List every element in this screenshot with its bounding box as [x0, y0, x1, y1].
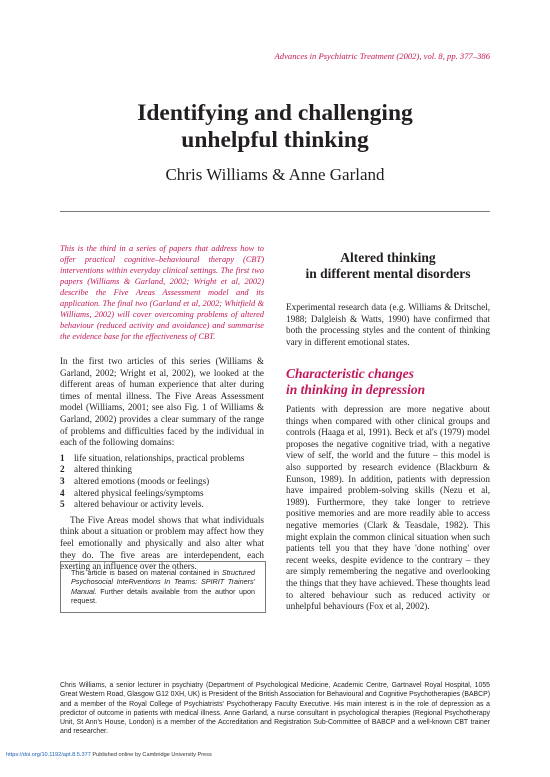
list-item: 2 altered thinking	[60, 464, 132, 475]
article-authors: Chris Williams & Anne Garland	[165, 165, 385, 184]
body-paragraph-1: In the first two articles of this series (Williams & Garland, 2002; Wright et al, 2002), we looked at the different areas of human experience that alter during times of mental illness. The Five Areas Assessment model (Williams, 2001; see also Fig. 1 of Williams & Garland, 2002) provides a clear summary of the range of problems and difficulties faced by the individual in each of the following domains:	[60, 356, 264, 448]
doi-line: https://doi.org/10.1192/apt.8.5.377 Published online by Cambridge University Press	[6, 752, 212, 758]
body-paragraph-2: The Five Areas model shows that what individuals think about a situation or problem may affect how they feel emotionally and physically and also alter what they do. The five areas are interdependent, each exerting an influence over the others.	[60, 514, 264, 572]
list-item: 1 life situation, relationships, practical problems	[60, 452, 245, 463]
title-line-1: Identifying and challenging	[137, 100, 413, 126]
title-divider	[60, 211, 490, 212]
list-item: 5 altered behaviour or activity levels.	[60, 499, 204, 510]
list-item: 3 altered emotions (moods or feelings)	[60, 475, 210, 486]
article-title	[0, 100, 550, 154]
doi-link[interactable]: https://doi.org/10.1192/apt.8.5.377	[6, 752, 91, 758]
journal-reference: Advances in Psychiatric Treatment (2002), vol. 8, pp. 377–386	[274, 51, 490, 61]
left-column-body	[60, 356, 264, 573]
author-footnote: Chris Williams, a senior lecturer in psychiatry (Department of Psychological Medicine, Academic Centre, Gartnavel Royal Hospital, 1055 Great Western Road, Glasgow G12 0XH, UK) is President of the British Association for Behavioural and Cognitive Psychotherapies (BABCP) and a member of the Royal College of Psychiatrists' Psychotherapy Faculty Executive. His main interest is in the role of depression as a predictor of outcome in patients with medical illness. Anne Garland, a nurse consultant in psychological therapies (Regional Psychotherapy Unit, St Ann's House, London) is a member of the Accreditation and Registration Sub-Committee of BABCP and a well-known CBT trainer and researcher.	[60, 682, 490, 736]
subsection-heading-depression: Characteristic changes in thinking in depression	[286, 366, 426, 397]
right-paragraph-2: Patients with depression are more negative about things when compared with other clinical groups and controls (Haaga et al, 1991). Beck et al's (1979) model proposes the negative cognitive triad, with a negative view of self, the world and the future – this model is also supported by research evidence (Blackburn & Eunson, 1989). In addition, patients with depression have impaired problem-solving skills (Nezu et al, 1989). Furthermore, they take longer to retrieve positive memories and are more readily able to access negative memories (Clark & Teasdale, 1982). This might explain the common clinical situation when such patients tell you that they have 'done nothing' over recent weeks, despite evidence to the contrary – they are simply remembering the negative and overlooking the things that they have achieved. These thoughts lead to altered behaviour such as reduced activity or unhelpful behaviours (Fox et al, 2002).	[286, 404, 490, 612]
list-item: 4 altered physical feelings/symptoms	[60, 487, 204, 498]
series-introduction: This is the third in a series of papers that address how to offer practical cognitive–behavioural therapy (CBT) interventions within everyday clinical settings. The first two papers (Williams & Garland, 2002; Wright et al, 2002) describe the Five Areas Assessment model and its application. The final two (Garland et al, 2002; Whitfield & Williams, 2002) will cover overcoming problems of altered behaviour (reduced activity and avoidance) and summarise the evidence base for the effectiveness of CBT.	[60, 244, 264, 341]
right-paragraph-1: Experimental research data (e.g. Williams & Dritschel, 1988; Dalgleish & Watts, 1990) have confirmed that both the processing styles and the content of thinking vary in different emotional states.	[286, 302, 490, 347]
section-heading-altered-thinking: Altered thinking in different mental disorders	[305, 250, 471, 281]
domain-list	[60, 453, 264, 511]
source-note-box: This article is based on material contained in Structured Psychosocial InteRventions In Teams: SPIRIT Trainers' Manual. Further details available from the author upon request.	[60, 561, 266, 613]
title-line-2: unhelpful thinking	[181, 127, 369, 153]
